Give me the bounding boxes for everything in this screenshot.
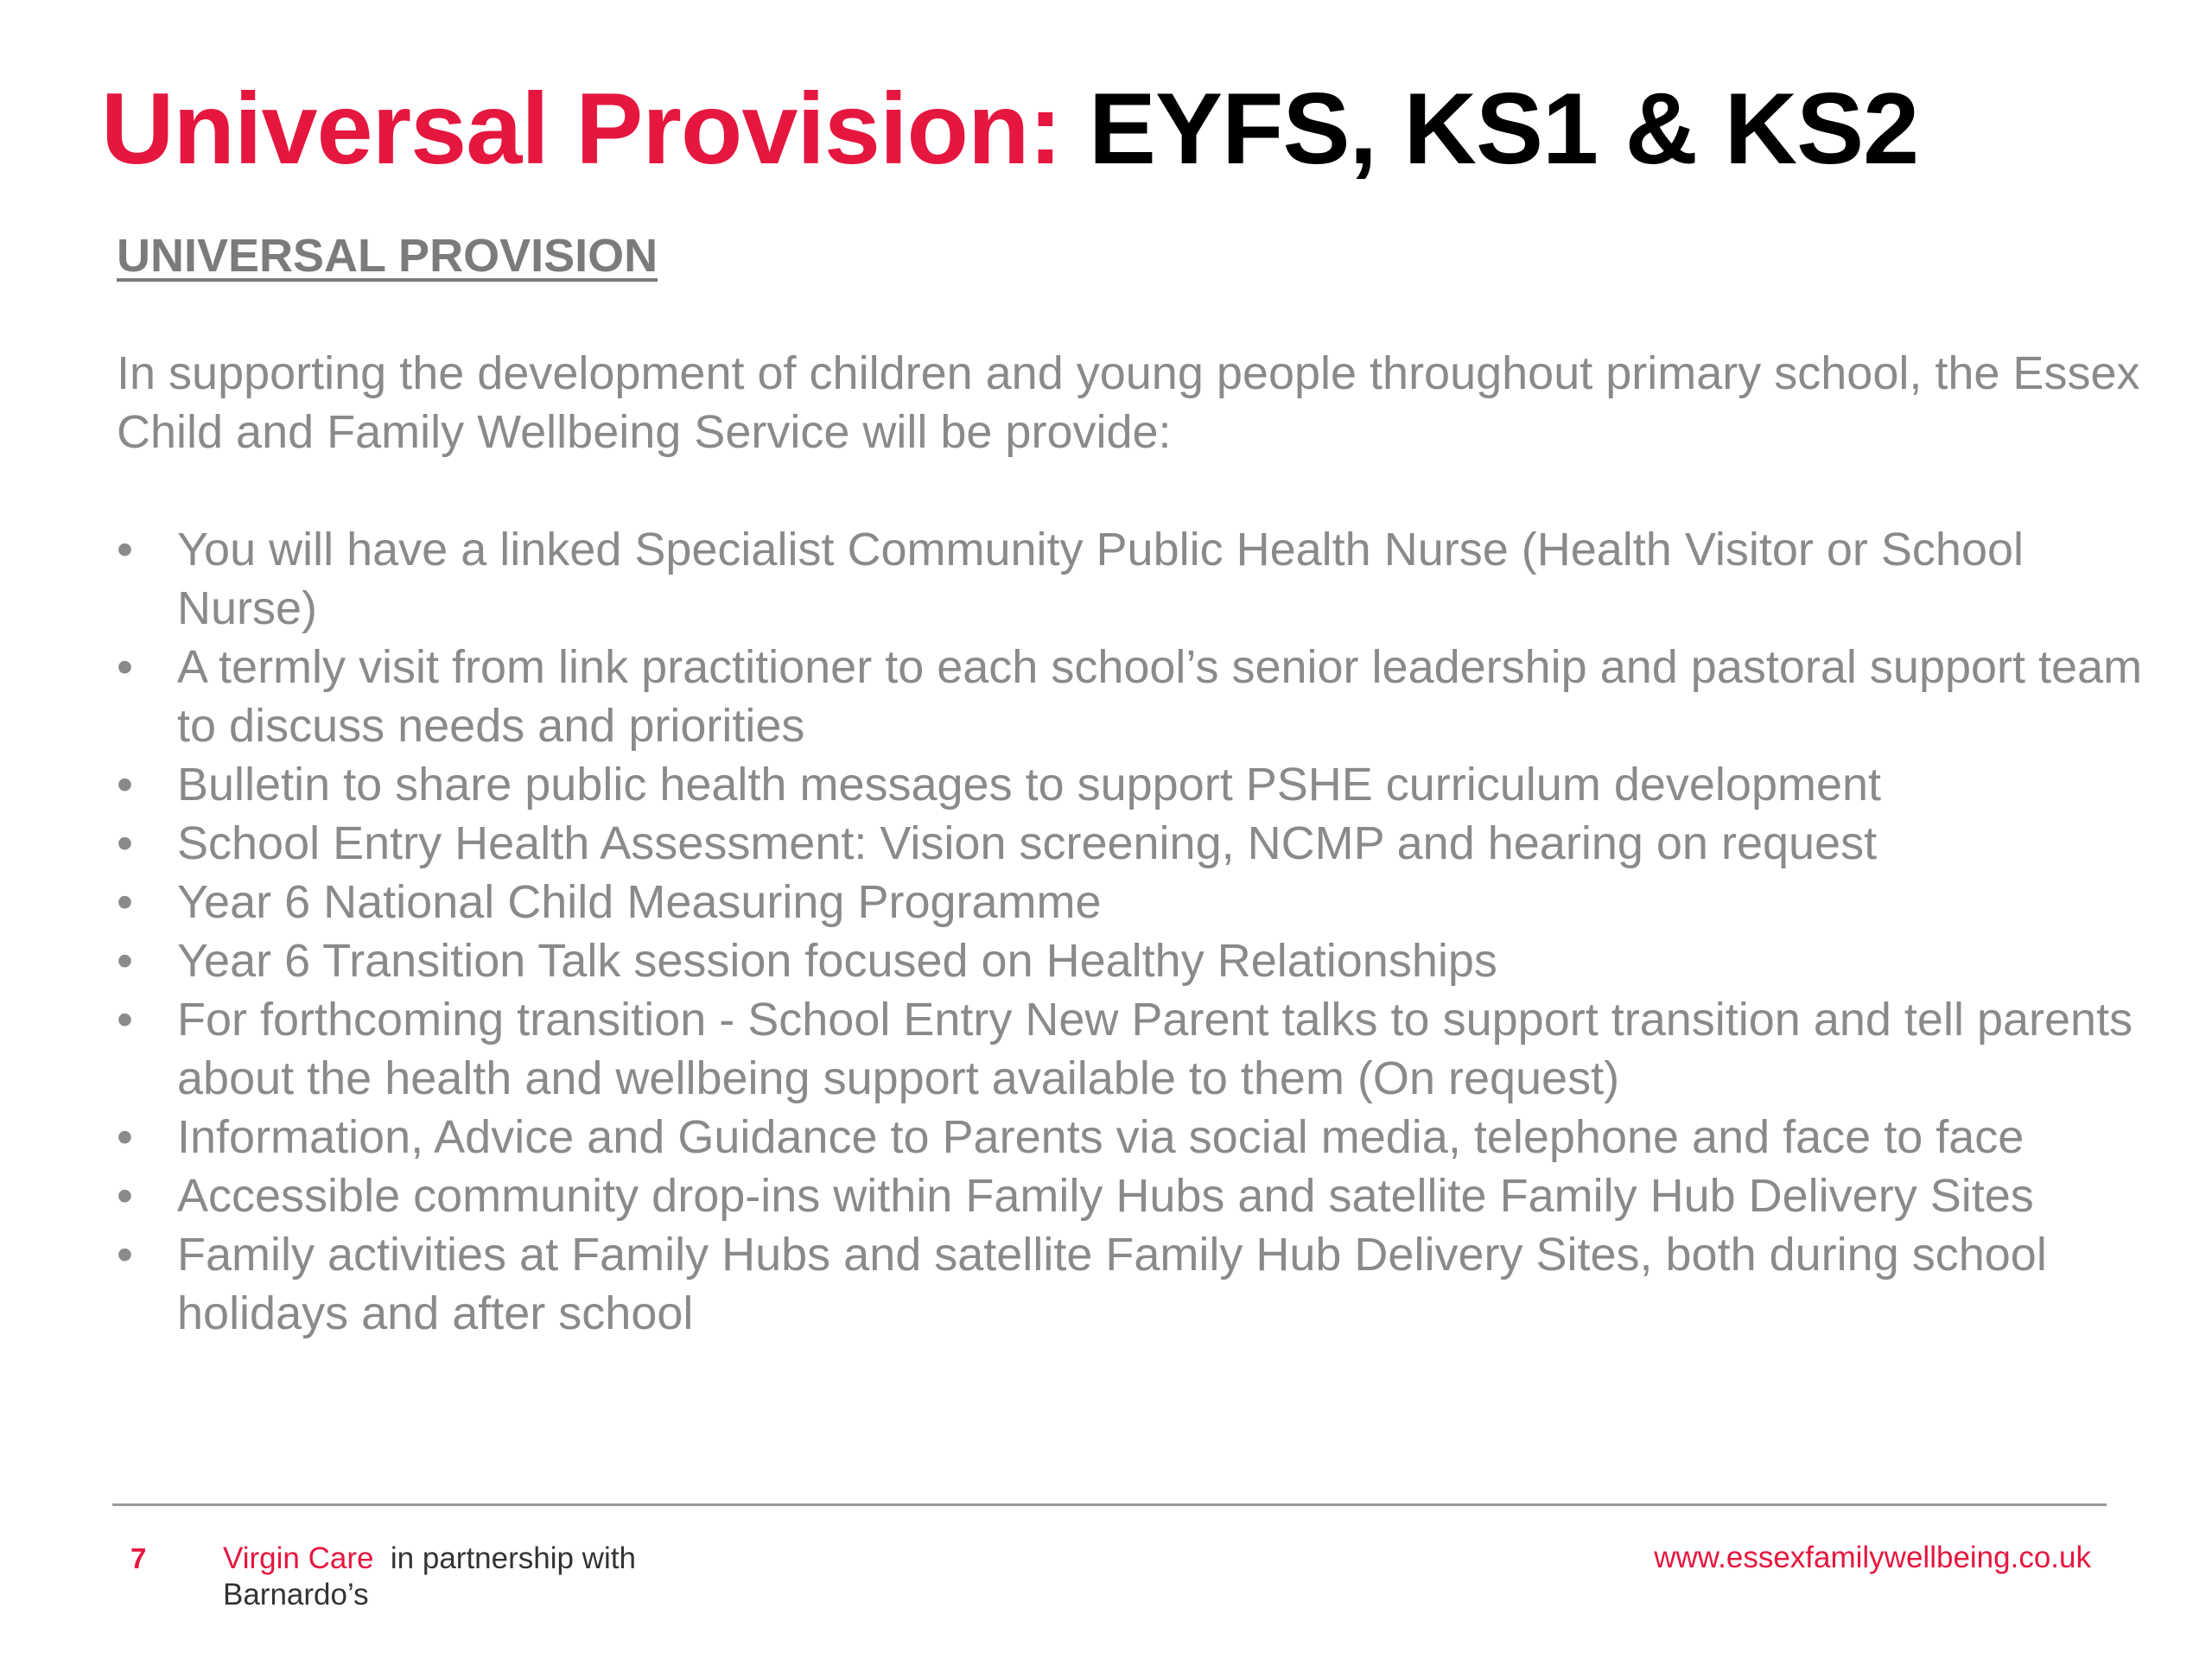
partnership-text: in partnership with — [390, 1541, 636, 1575]
title-accent: Universal Provision: — [101, 72, 1062, 185]
list-item — [117, 931, 2156, 990]
bullet-icon: • — [117, 759, 133, 810]
list-item — [117, 873, 2156, 931]
list-item-text: School Entry Health Assessment: Vision screening, NCMP and hearing on request — [177, 817, 1878, 869]
website-link[interactable]: www.essexfamilywellbeing.co.uk — [1654, 1541, 2091, 1574]
section-heading: UNIVERSAL PROVISION — [117, 230, 658, 282]
list-item-text: You will have a linked Specialist Community Public Health Nurse (Health Visitor or School Nurse) — [177, 524, 2024, 634]
list-item-text: A termly visit from link practitioner to each school’s senior leadership and pastoral support team to discuss needs and priorities — [177, 641, 2143, 752]
bullet-icon: • — [117, 876, 133, 928]
list-item-text: Information, Advice and Guidance to Parents via social media, telephone and face to face — [177, 1111, 2024, 1163]
list-item — [117, 1225, 2156, 1343]
title-main: EYFS, KS1 & KS2 — [1088, 72, 1919, 185]
bullet-icon: • — [117, 935, 133, 987]
list-item — [117, 638, 2156, 755]
bullet-icon: • — [117, 1111, 133, 1163]
bullet-icon: • — [117, 524, 133, 575]
list-item-text: Family activities at Family Hubs and satellite Family Hub Delivery Sites, both during school holidays and after school — [177, 1229, 2047, 1339]
list-item — [117, 1108, 2156, 1166]
partner-name: Barnardo’s — [223, 1578, 369, 1611]
list-item — [117, 520, 2156, 638]
bullet-icon: • — [117, 1229, 133, 1281]
slide-content — [117, 226, 2156, 1343]
list-item-text: Year 6 Transition Talk session focused on Healthy Relationships — [177, 935, 1497, 987]
brand-name: Virgin Care — [223, 1541, 374, 1575]
list-item-text: Year 6 National Child Measuring Programme — [177, 876, 1102, 928]
list-item-text: Accessible community drop-ins within Family Hubs and satellite Family Hub Delivery Sites — [177, 1170, 2034, 1222]
list-item — [117, 990, 2156, 1108]
bullet-icon: • — [117, 641, 133, 693]
list-item — [117, 1166, 2156, 1225]
list-item-text: For forthcoming transition - School Entry New Parent talks to support transition and tell parents about the health and wellbeing support available to them (On request) — [177, 994, 2133, 1104]
page-number: 7 — [130, 1542, 147, 1574]
footer-divider — [112, 1503, 2107, 1506]
bullet-icon: • — [117, 994, 133, 1046]
footer-partnership — [223, 1541, 636, 1613]
bullet-icon: • — [117, 1170, 133, 1222]
slide-title — [101, 71, 1918, 188]
intro-paragraph: In supporting the development of children and young people throughout primary school, the Essex Child and Family Wellbeing Service will be provide: — [117, 347, 2140, 458]
list-item — [117, 814, 2156, 873]
bullet-icon: • — [117, 817, 133, 869]
provision-list — [117, 520, 2156, 1343]
list-item-text: Bulletin to share public health messages to support PSHE curriculum development — [177, 759, 1882, 810]
list-item — [117, 755, 2156, 814]
